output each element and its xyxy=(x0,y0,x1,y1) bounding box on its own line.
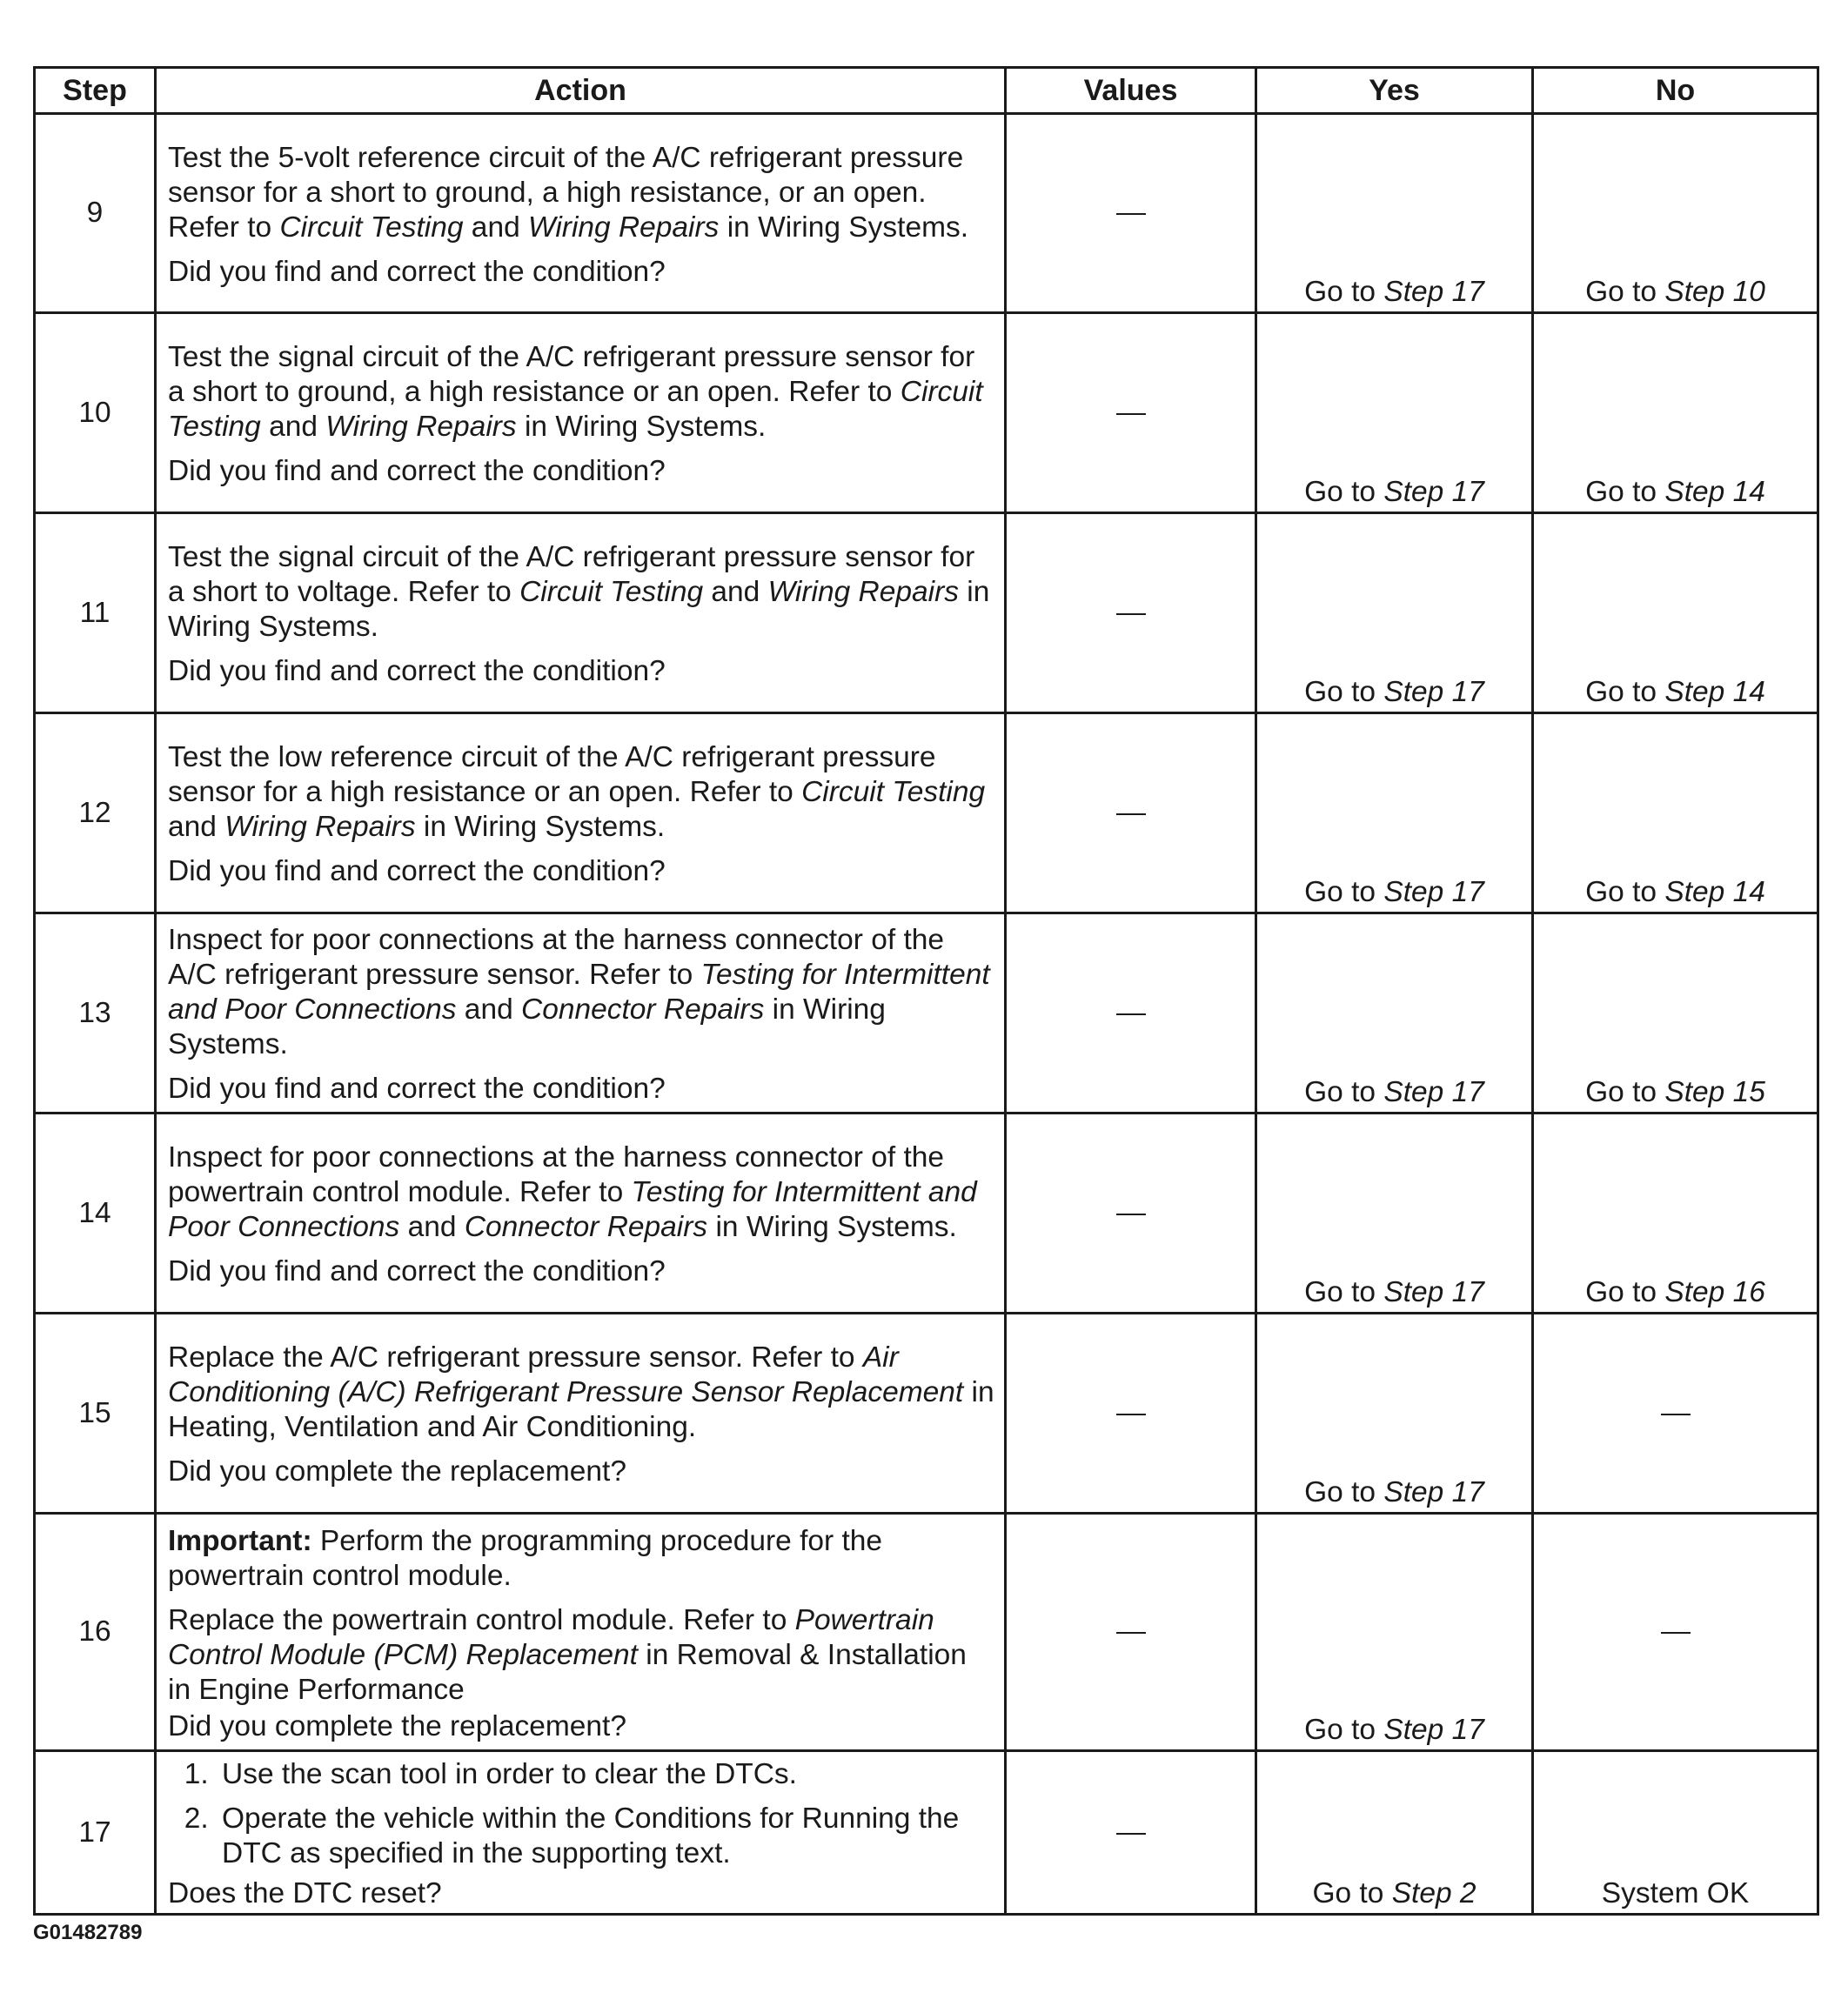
reference-text: Wiring Repairs xyxy=(325,411,517,443)
no-cell: System OK xyxy=(1533,1751,1818,1915)
action-text: Did you find and correct the condition? xyxy=(168,655,666,687)
yes-cell xyxy=(1256,114,1533,313)
goto-step-link[interactable]: Step 16 xyxy=(1664,1276,1765,1308)
yes-cell xyxy=(1256,1514,1533,1751)
step-number: 13 xyxy=(35,913,156,1114)
action-text: Replace the powertrain control module. Refer to xyxy=(168,1603,795,1636)
action-step-item: 1. Use the scan tool in order to clear the DTCs. xyxy=(217,1757,995,1792)
action-text: Did you find and correct the condition? xyxy=(168,1255,666,1287)
table-row xyxy=(35,313,1818,513)
goto-prefix: Go to xyxy=(1312,1877,1392,1909)
goto-step-link[interactable]: Step 15 xyxy=(1664,1076,1765,1108)
reference-text: Circuit Testing xyxy=(168,376,983,443)
important-label: Important: xyxy=(168,1524,312,1557)
no-cell xyxy=(1533,1114,1818,1314)
header-no: No xyxy=(1533,68,1818,114)
values-cell xyxy=(1006,913,1256,1114)
action-cell xyxy=(156,1751,1006,1915)
goto-step-link[interactable]: Step 10 xyxy=(1664,276,1765,308)
action-cell xyxy=(156,713,1006,913)
goto-step-link[interactable]: Step 14 xyxy=(1664,676,1765,708)
goto-prefix: Go to xyxy=(1304,1714,1384,1746)
action-cell xyxy=(156,1314,1006,1514)
values-cell xyxy=(1006,313,1256,513)
table-row xyxy=(35,913,1818,1114)
table-row xyxy=(35,513,1818,713)
action-paragraph xyxy=(168,740,995,845)
yes-cell xyxy=(1256,913,1533,1114)
figure-id: G01482789 xyxy=(33,1921,143,1944)
action-cell xyxy=(156,513,1006,713)
no-cell xyxy=(1533,713,1818,913)
goto-prefix: Go to xyxy=(1585,876,1665,908)
table-header-row xyxy=(35,68,1818,114)
goto-step-link[interactable]: Step 17 xyxy=(1383,1714,1484,1746)
action-cell xyxy=(156,913,1006,1114)
action-paragraph xyxy=(168,1524,995,1594)
action-text: in Wiring Systems. xyxy=(707,1211,957,1243)
goto-step-link[interactable]: Step 17 xyxy=(1383,676,1484,708)
reference-text: Powertrain Control Module (PCM) Replacement xyxy=(168,1603,934,1671)
action-text: Test the low reference circuit of the A/C refrigerant pressure sensor for a high resistance or an open. Refer to xyxy=(168,741,936,808)
action-paragraph xyxy=(168,141,995,245)
em-dash xyxy=(1116,813,1146,815)
table-row xyxy=(35,1314,1818,1514)
goto-prefix: Go to xyxy=(1304,1476,1384,1508)
values-cell xyxy=(1006,114,1256,313)
action-text: and xyxy=(168,811,225,843)
yes-cell xyxy=(1256,1114,1533,1314)
goto-prefix: Go to xyxy=(1304,276,1384,308)
action-text: Did you complete the replacement? xyxy=(168,1709,626,1742)
reference-text: Wiring Repairs xyxy=(528,211,720,244)
action-cell xyxy=(156,114,1006,313)
em-dash xyxy=(1116,1414,1146,1415)
goto-prefix: Go to xyxy=(1585,676,1665,708)
action-paragraph xyxy=(168,923,995,1062)
action-cell xyxy=(156,1514,1006,1751)
reference-text: Circuit Testing xyxy=(801,776,986,808)
goto-prefix: Go to xyxy=(1585,1076,1665,1108)
goto-prefix: Go to xyxy=(1304,876,1384,908)
action-cell xyxy=(156,1114,1006,1314)
no-cell xyxy=(1533,913,1818,1114)
goto-step-link[interactable]: Step 17 xyxy=(1383,476,1484,508)
em-dash xyxy=(1116,413,1146,415)
reference-text: Wiring Repairs xyxy=(767,576,959,608)
goto-prefix: Go to xyxy=(1585,276,1665,308)
reference-text: Connector Repairs xyxy=(521,993,765,1026)
header-yes: Yes xyxy=(1256,68,1533,114)
reference-text: Connector Repairs xyxy=(464,1211,708,1243)
goto-step-link[interactable]: Step 17 xyxy=(1383,276,1484,308)
action-paragraph xyxy=(168,454,995,489)
action-paragraph xyxy=(168,1072,995,1107)
step-number: 17 xyxy=(35,1751,156,1915)
no-cell xyxy=(1533,513,1818,713)
em-dash xyxy=(1116,213,1146,215)
goto-prefix: Go to xyxy=(1304,476,1384,508)
action-paragraph xyxy=(168,654,995,689)
reference-text: Wiring Repairs xyxy=(224,811,416,843)
action-steps-list xyxy=(168,1757,995,1871)
action-text: Did you find and correct the condition? xyxy=(168,455,666,487)
step-number: 14 xyxy=(35,1114,156,1314)
reference-text: Circuit Testing xyxy=(519,576,704,608)
goto-prefix: Go to xyxy=(1585,476,1665,508)
action-text: in Wiring Systems. xyxy=(168,576,990,643)
goto-step-link[interactable]: Step 17 xyxy=(1383,1076,1484,1108)
reference-text: Testing for Intermittent and Poor Connections xyxy=(168,1176,977,1243)
action-cell xyxy=(156,313,1006,513)
action-text: Inspect for poor connections at the harness connector of the powertrain control module. Refer to xyxy=(168,1141,945,1208)
values-cell xyxy=(1006,713,1256,913)
em-dash xyxy=(1116,613,1146,615)
step-number: 10 xyxy=(35,313,156,513)
action-paragraph xyxy=(168,340,995,445)
action-text: Inspect for poor connections at the harness connector of the A/C refrigerant pressure sensor. Refer to xyxy=(168,924,945,991)
goto-step-link[interactable]: Step 17 xyxy=(1383,1276,1484,1308)
step-number: 9 xyxy=(35,114,156,313)
action-paragraph xyxy=(168,1254,995,1289)
action-paragraph xyxy=(168,1709,995,1744)
action-paragraph xyxy=(168,1455,995,1489)
em-dash xyxy=(1661,1632,1691,1634)
no-cell xyxy=(1533,114,1818,313)
diagnostic-table xyxy=(33,66,1819,1916)
action-text: Test the signal circuit of the A/C refrigerant pressure sensor for a short to ground, a high resistance or an open. Refer to xyxy=(168,341,975,408)
em-dash xyxy=(1116,1214,1146,1215)
reference-text: Testing for Intermittent and Poor Connections xyxy=(168,959,990,1026)
action-text: and xyxy=(399,1211,465,1243)
step-number: 12 xyxy=(35,713,156,913)
goto-step-link[interactable]: Step 17 xyxy=(1383,1476,1484,1508)
reference-text: Air Conditioning (A/C) Refrigerant Pressure Sensor Replacement xyxy=(168,1341,964,1408)
yes-cell xyxy=(1256,1314,1533,1514)
action-text: Test the signal circuit of the A/C refrigerant pressure sensor for a short to voltage. Refer to xyxy=(168,541,975,608)
table-row xyxy=(35,114,1818,313)
values-cell xyxy=(1006,1314,1256,1514)
goto-step-link[interactable]: Step 17 xyxy=(1383,876,1484,908)
action-text: Did you complete the replacement? xyxy=(168,1455,626,1488)
step-number: 16 xyxy=(35,1514,156,1751)
values-cell xyxy=(1006,1114,1256,1314)
action-text: Perform the programming procedure for the powertrain control module. xyxy=(168,1524,883,1592)
action-paragraph xyxy=(168,1603,995,1708)
step-number: 15 xyxy=(35,1314,156,1514)
action-text: Did you find and correct the condition? xyxy=(168,255,666,288)
action-text: in Wiring Systems. xyxy=(516,411,767,443)
header-action: Action xyxy=(156,68,1006,114)
yes-cell xyxy=(1256,513,1533,713)
action-text: in Wiring Systems. xyxy=(415,811,666,843)
yes-cell xyxy=(1256,313,1533,513)
em-dash xyxy=(1661,1414,1691,1415)
goto-prefix: Go to xyxy=(1304,676,1384,708)
goto-prefix: Go to xyxy=(1304,1076,1384,1108)
table-row xyxy=(35,1114,1818,1314)
action-paragraph xyxy=(168,1140,995,1245)
values-cell xyxy=(1006,1514,1256,1751)
yes-cell xyxy=(1256,713,1533,913)
no-cell xyxy=(1533,1514,1818,1751)
action-text: and xyxy=(703,576,768,608)
action-paragraph xyxy=(168,1341,995,1445)
no-cell xyxy=(1533,313,1818,513)
action-paragraph xyxy=(168,540,995,645)
em-dash xyxy=(1116,1632,1146,1634)
action-text: and xyxy=(260,411,326,443)
action-text: and xyxy=(456,993,522,1026)
action-text: Did you find and correct the condition? xyxy=(168,1073,666,1105)
action-text: in Wiring Systems. xyxy=(168,993,886,1060)
em-dash xyxy=(1116,1013,1146,1015)
action-text: in Wiring Systems. xyxy=(719,211,969,244)
goto-step-link[interactable]: Step 14 xyxy=(1664,876,1765,908)
step-number: 11 xyxy=(35,513,156,713)
goto-step-link[interactable]: Step 2 xyxy=(1391,1877,1476,1909)
header-step: Step xyxy=(35,68,156,114)
action-text: and xyxy=(463,211,529,244)
table-row xyxy=(35,1751,1818,1915)
table-row xyxy=(35,1514,1818,1751)
goto-step-link[interactable]: Step 14 xyxy=(1664,476,1765,508)
action-text: Test the 5-volt reference circuit of the A/C refrigerant pressure sensor for a short to ground, a high resistance, or an open. Refer to xyxy=(168,141,964,244)
em-dash xyxy=(1116,1833,1146,1835)
goto-prefix: Go to xyxy=(1585,1276,1665,1308)
values-cell xyxy=(1006,513,1256,713)
table-row xyxy=(35,713,1818,913)
action-paragraph xyxy=(168,255,995,290)
action-text: Did you find and correct the condition? xyxy=(168,855,666,887)
reference-text: Circuit Testing xyxy=(279,211,464,244)
values-cell xyxy=(1006,1751,1256,1915)
no-cell xyxy=(1533,1314,1818,1514)
action-text: Replace the A/C refrigerant pressure sensor. Refer to xyxy=(168,1341,863,1374)
goto-prefix: Go to xyxy=(1304,1276,1384,1308)
action-text: in Heating, Ventilation and Air Conditioning. xyxy=(168,1376,994,1443)
action-question: Does the DTC reset? xyxy=(168,1877,442,1909)
action-text: in Removal & Installation in Engine Performance xyxy=(168,1638,967,1706)
header-values: Values xyxy=(1006,68,1256,114)
action-paragraph xyxy=(168,854,995,889)
action-step-item: 2. Operate the vehicle within the Conditions for Running the DTC as specified in the supporting text. xyxy=(217,1802,995,1871)
yes-cell xyxy=(1256,1751,1533,1915)
